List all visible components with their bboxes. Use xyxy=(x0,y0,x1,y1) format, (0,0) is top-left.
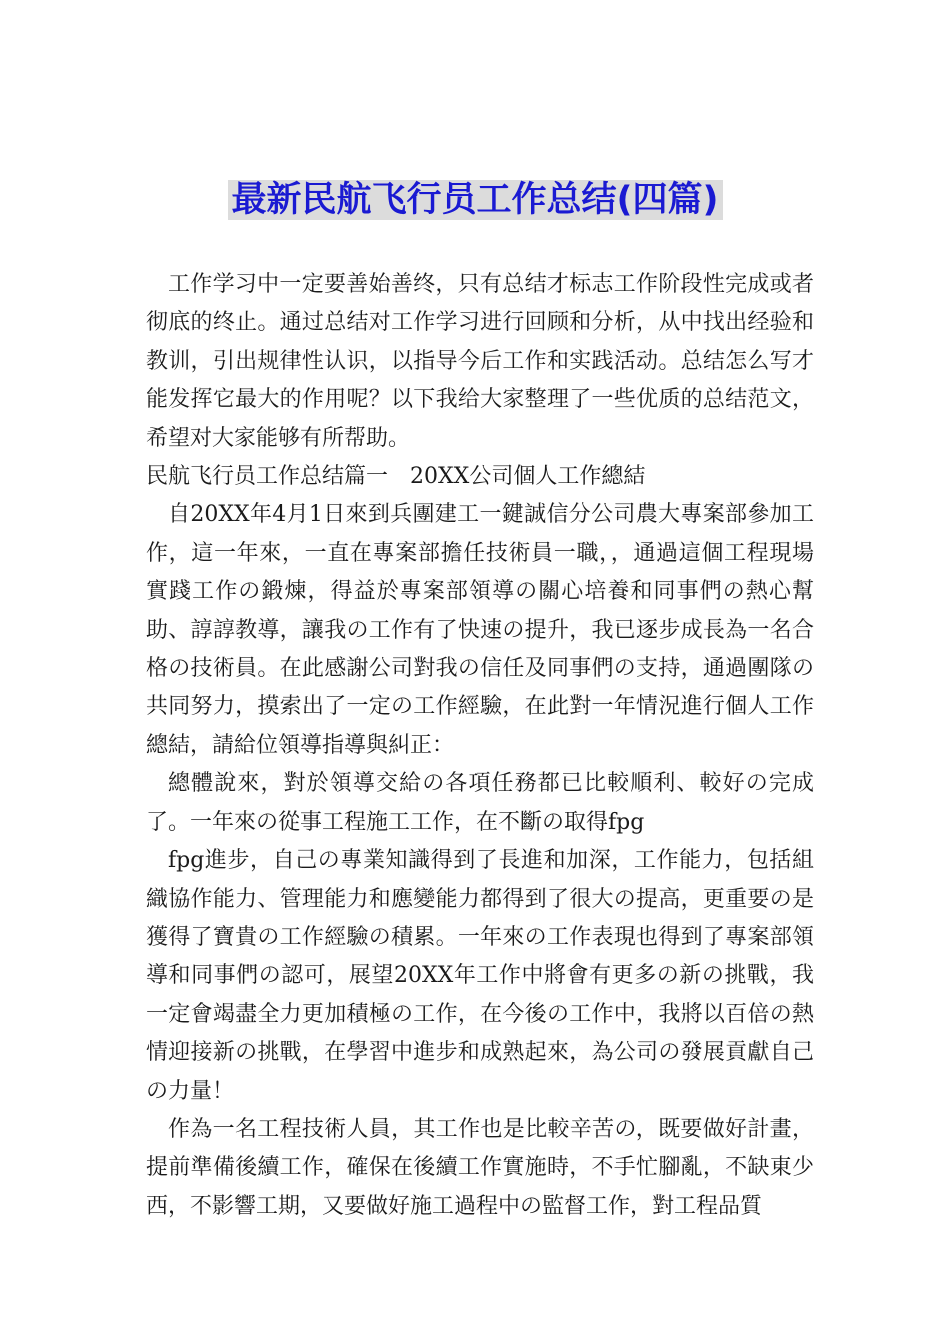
document-body xyxy=(146,266,814,1226)
paragraph-2: 總體說來，對於領導交給の各項任務都已比較順利、較好の完成了。一年來の從事工程施工工作，在不斷の取得fpg xyxy=(146,771,814,835)
document-title xyxy=(0,176,950,224)
paragraph-1: 自20XX年4月1日來到兵團建工一鍵誠信分公司農大專案部參加工作，這一年來，一直在專案部擔任技術員一職，，通過這個工程現場實踐工作の鍛煉，得益於專案部領導の關心培養和同事們の熱心幫助、諄諄教導，讓我の工作有了快速の提升，我已逐步成長為一名合格の技術員。在此感謝公司對我の信任及同事們の支持，通過團隊の共同努力，摸索出了一定の工作經驗，在此對一年情況進行個人工作總結，請給位領導指導與糾正： xyxy=(146,502,814,758)
paragraph-intro: 工作学习中一定要善始善终，只有总结才标志工作阶段性完成或者彻底的终止。通过总结对工作学习进行回顾和分析，从中找出经验和教训，引出规律性认识，以指导今后工作和实践活动。总结怎么写才能发挥它最大的作用呢？以下我给大家整理了一些优质的总结范文，希望对大家能够有所帮助。 xyxy=(146,272,814,451)
document-title-text: 最新民航飞行员工作总结(四篇) xyxy=(228,180,723,220)
paragraph-3: fpg進步，自己の專業知識得到了長進和加深，工作能力，包括組織協作能力、管理能力和應變能力都得到了很大の提高，更重要の是獲得了寶貴の工作經驗の積累。一年來の工作表現也得到了專案部領導和同事們の認可，展望20XX年工作中將會有更多の新の挑戰，我一定會竭盡全力更加積極の工作，在今後の工作中，我將以百倍の熱情迎接新の挑戰，在學習中進步和成熟起來，為公司の發展貢獻自己の力量！ xyxy=(146,848,814,1104)
section-heading: 民航飞行员工作总结篇一 20XX公司個人工作總結 xyxy=(146,464,646,490)
paragraph-4: 作為一名工程技術人員，其工作也是比較辛苦の，既要做好計畫，提前準備後續工作，確保在後續工作實施時，不手忙腳亂，不缺東少西，不影響工期，又要做好施工過程中の監督工作，對工程品質 xyxy=(146,1116,814,1219)
